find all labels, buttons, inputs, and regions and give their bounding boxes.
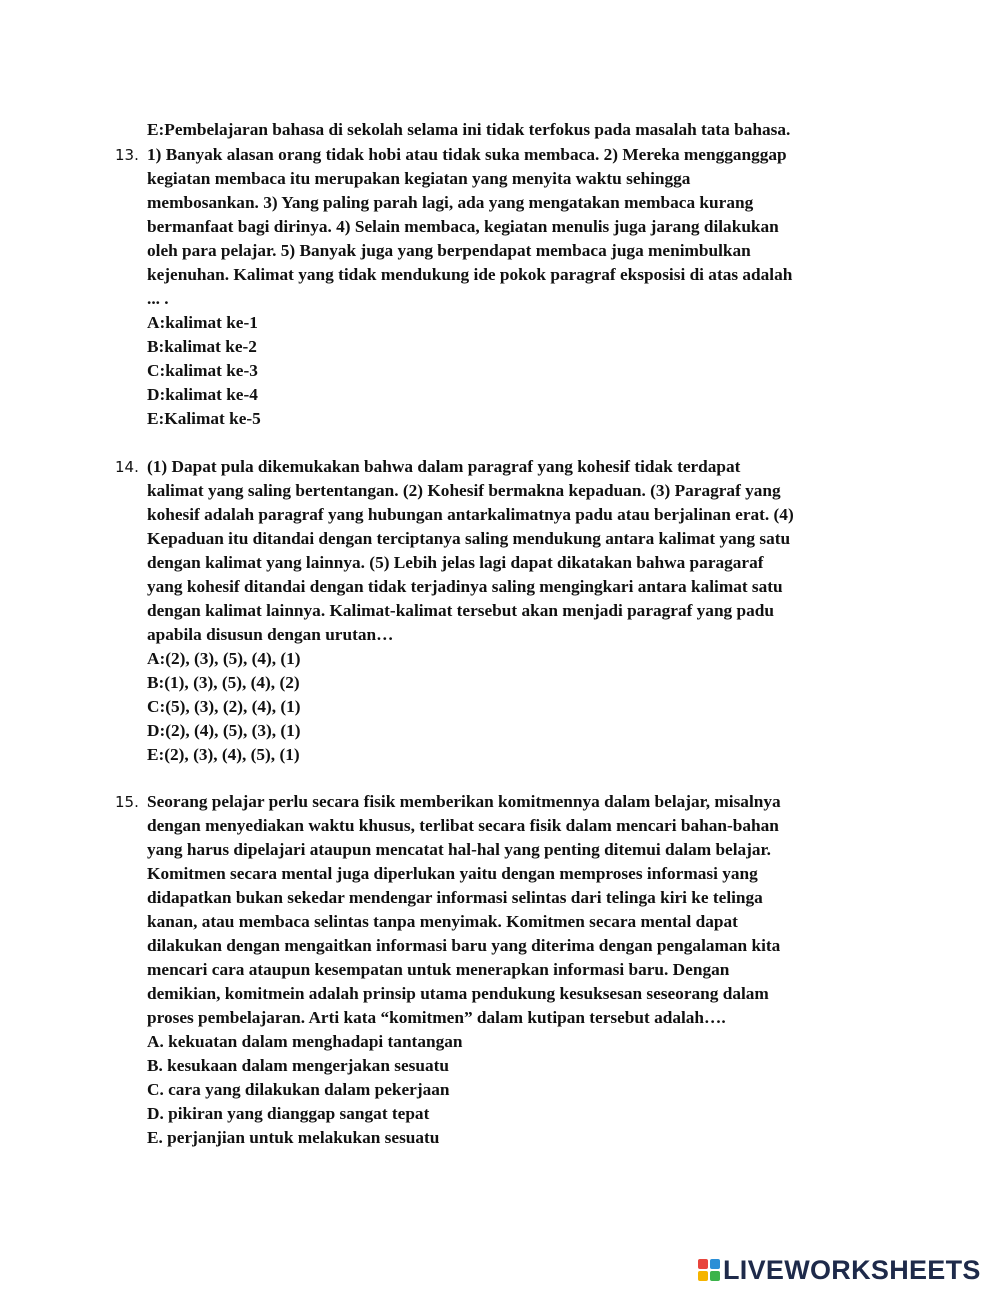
logo-square	[710, 1271, 720, 1281]
liveworksheets-logo[interactable]	[698, 1255, 981, 1285]
q14-option-d: D:(2), (4), (5), (3), (1)	[147, 721, 301, 740]
q15-stem-line: yang harus dipelajari ataupun mencatat hal-hal yang penting ditemui dalam belajar.	[147, 840, 771, 859]
q14-option-e: E:(2), (3), (4), (5), (1)	[147, 745, 300, 764]
q14-option-c: C:(5), (3), (2), (4), (1)	[147, 697, 301, 716]
q14-option-a: A:(2), (3), (5), (4), (1)	[147, 649, 301, 668]
q12-option-e: E:Pembelajaran bahasa di sekolah selama ini tidak terfokus pada masalah tata bahasa.	[147, 120, 791, 139]
q15-option-c: C. cara yang dilakukan dalam pekerjaan	[147, 1080, 450, 1099]
q14-option-b: B:(1), (3), (5), (4), (2)	[147, 673, 300, 692]
q15-option-b: B. kesukaan dalam mengerjakan sesuatu	[147, 1056, 449, 1075]
q14-stem-line: dengan kalimat yang lainnya. (5) Lebih jelas lagi dapat dikatakan bahwa paragaraf	[147, 553, 764, 572]
q13-stem-line: 1) Banyak alasan orang tidak hobi atau tidak suka membaca. 2) Mereka mengganggap	[147, 145, 787, 164]
q14-stem-line: (1) Dapat pula dikemukakan bahwa dalam paragraf yang kohesif tidak terdapat	[147, 457, 741, 476]
q13-option-d: D:kalimat ke-4	[147, 385, 258, 404]
q15-stem-line: didapatkan bukan sekedar mendengar informasi selintas dari telinga kiri ke telinga	[147, 888, 763, 907]
q15-stem-line: kanan, atau membaca selintas tanpa menyimak. Komitmen secara mental dapat	[147, 912, 738, 931]
q13-stem-line: membosankan. 3) Yang paling parah lagi, ada yang mengatakan membaca kurang	[147, 193, 754, 212]
logo-square	[710, 1259, 720, 1269]
q14-stem-line: apabila disusun dengan urutan…	[147, 625, 394, 644]
q13-number: 13.	[115, 146, 139, 164]
q15-option-a: A. kekuatan dalam menghadapi tantangan	[147, 1032, 463, 1051]
q13-stem-line: bermanfaat bagi dirinya. 4) Selain membaca, kegiatan menulis juga jarang dilakukan	[147, 217, 779, 236]
logo-square	[698, 1259, 708, 1269]
q14-stem-line: kohesif adalah paragraf yang hubungan antarkalimatnya padu atau berjalinan erat. (4)	[147, 505, 794, 524]
q13-option-c: C:kalimat ke-3	[147, 361, 258, 380]
q15-stem-line: demikian, komitmein adalah prinsip utama pendukung kesuksesan seseorang dalam	[147, 984, 769, 1003]
q15-option-e: E. perjanjian untuk melakukan sesuatu	[147, 1128, 440, 1147]
logo-square	[698, 1271, 708, 1281]
q15-stem-line: dilakukan dengan mengaitkan informasi baru yang diterima dengan pengalaman kita	[147, 936, 781, 955]
q14-stem-line: dengan kalimat lainnya. Kalimat-kalimat tersebut akan menjadi paragraf yang padu	[147, 601, 774, 620]
q14-number: 14.	[115, 458, 139, 476]
q15-stem-line: Seorang pelajar perlu secara fisik memberikan komitmennya dalam belajar, misalnya	[147, 792, 781, 811]
q15-stem-line: dengan menyediakan waktu khusus, terlibat secara fisik dalam mencari bahan-bahan	[147, 816, 779, 835]
q15-number: 15.	[115, 793, 139, 811]
q14-stem-line: yang kohesif ditandai dengan tidak terjadinya saling mengingkari antara kalimat satu	[147, 577, 783, 596]
q13-stem-line: kejenuhan. Kalimat yang tidak mendukung ide pokok paragraf eksposisi di atas adalah	[147, 265, 793, 284]
q13-stem-line: kegiatan membaca itu merupakan kegiatan yang menyita waktu sehingga	[147, 169, 691, 188]
q13-option-a: A:kalimat ke-1	[147, 313, 258, 332]
q15-stem-line: Komitmen secara mental juga diperlukan yaitu dengan memproses informasi yang	[147, 864, 758, 883]
q14-stem-line: Kepaduan itu ditandai dengan terciptanya saling mendukung antara kalimat yang satu	[147, 529, 791, 548]
q13-stem-line: oleh para pelajar. 5) Banyak juga yang berpendapat membaca juga menimbulkan	[147, 241, 751, 260]
q15-option-d: D. pikiran yang dianggap sangat tepat	[147, 1104, 430, 1123]
q13-option-e: E:Kalimat ke-5	[147, 409, 261, 428]
q13-stem-line: ... .	[147, 289, 169, 308]
logo-text: LIVEWORKSHEETS	[723, 1254, 981, 1285]
q15-stem-line: proses pembelajaran. Arti kata “komitmen” dalam kutipan tersebut adalah….	[147, 1008, 726, 1027]
liveworksheets-mark-icon	[698, 1259, 720, 1281]
q15-stem-line: mencari cara ataupun kesempatan untuk menerapkan informasi baru. Dengan	[147, 960, 730, 979]
q14-stem-line: kalimat yang saling bertentangan. (2) Kohesif bermakna kepaduan. (3) Paragraf yang	[147, 481, 781, 500]
q13-option-b: B:kalimat ke-2	[147, 337, 257, 356]
